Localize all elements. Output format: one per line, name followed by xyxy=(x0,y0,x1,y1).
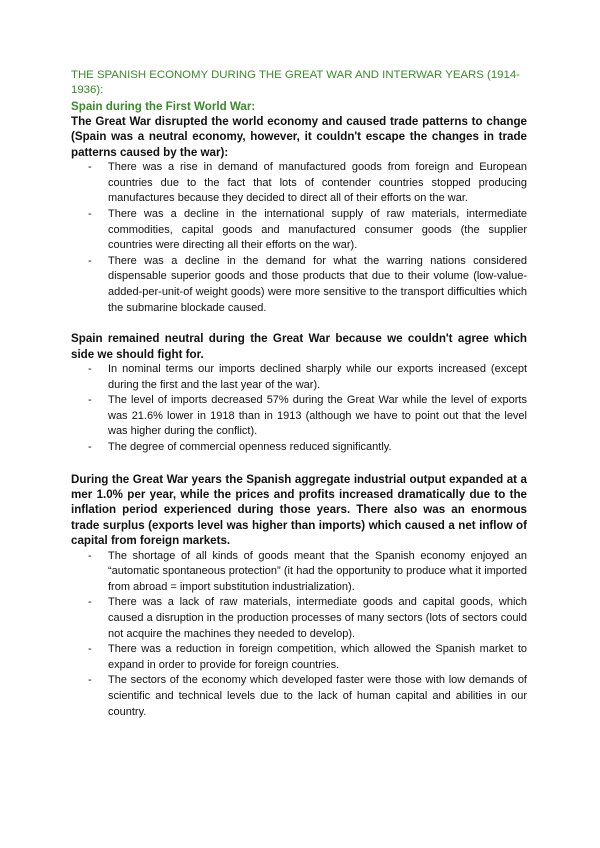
document-title: THE SPANISH ECONOMY DURING THE GREAT WAR AND INTERWAR YEARS (1914-1936): xyxy=(71,69,520,96)
list-item: - There was a decline in the demand for what the warring nations considered dispensable superior goods and those products that due to their volume (low-value-added-per-unit-of weight goods) were more sensitive to the transport difficulties which the submarine blockade caused. xyxy=(88,254,527,314)
dash-icon: - xyxy=(88,643,92,656)
spacer xyxy=(71,316,527,331)
dash-icon: - xyxy=(88,596,92,609)
list-item: - There was a rise in demand of manufactured goods from foreign and European countries due to the fact that lots of contender countries stopped producing manufactures because they decided to direct all of their efforts on the war. xyxy=(88,161,527,205)
dash-icon: - xyxy=(88,161,92,174)
list-item: - There was a decline in the international supply of raw materials, intermediate commodities, capital goods and manufactured consumer goods (the supplier countries were directing all their efforts on the war). xyxy=(88,208,527,252)
list-item: - There was a lack of raw materials, intermediate goods and capital goods, which caused a disruption in the production processes of many sectors (lots of sectors could not acquire the machines they needed to develop). xyxy=(88,596,527,640)
list-item: - In nominal terms our imports declined sharply while our exports increased (except during the first and the last year of the war). xyxy=(88,362,527,391)
list-item: - The sectors of the economy which developed faster were those with low demands of scientific and technical levels due to the lack of human capital and abilities in our country. xyxy=(88,674,527,718)
spacer xyxy=(71,456,527,472)
dash-icon: - xyxy=(88,208,92,220)
section-3-list xyxy=(71,549,527,721)
dash-icon: - xyxy=(88,362,92,375)
section-1-list xyxy=(71,160,527,316)
list-item: - There was a reduction in foreign competition, which allowed the Spanish market to expand in order to provide for foreign countries. xyxy=(88,643,527,671)
section-2-lead: Spain remained neutral during the Great War because we couldn't agree which side we should fight for. xyxy=(71,332,527,361)
section-3-lead: During the Great War years the Spanish aggregate industrial output expanded at a mer 1.0% per year, while the prices and profits increased dramatically due to the inflation period experienced during those years. There also was an enormous trade surplus (exports level was higher than imports) which caused a net inflow of capital from foreign markets. xyxy=(71,472,527,548)
dash-icon: - xyxy=(88,549,92,562)
document-page xyxy=(71,68,527,720)
dash-icon: - xyxy=(88,440,92,453)
dash-icon: - xyxy=(88,254,92,267)
list-item: - The level of imports decreased 57% during the Great War while the level of exports was 21.6% lower in 1918 than in 1913 (although we have to point out that the level was higher during the conflict). xyxy=(88,394,527,438)
dash-icon: - xyxy=(88,394,92,407)
dash-icon: - xyxy=(88,674,92,687)
list-item: - The shortage of all kinds of goods meant that the Spanish economy enjoyed an “automatic spontaneous protection” (it had the opportunity to produce what it imported from abroad = import substitution industrialization). xyxy=(88,549,527,593)
list-item: - The degree of commercial openness reduced significantly. xyxy=(71,440,527,456)
section-2-list xyxy=(71,362,527,456)
section-1-lead: The Great War disrupted the world economy and caused trade patterns to change (Spain was a neutral economy, however, it couldn't escape the changes in trade patterns caused by the war): xyxy=(71,115,527,159)
section-heading: Spain during the First World War: xyxy=(71,100,256,113)
